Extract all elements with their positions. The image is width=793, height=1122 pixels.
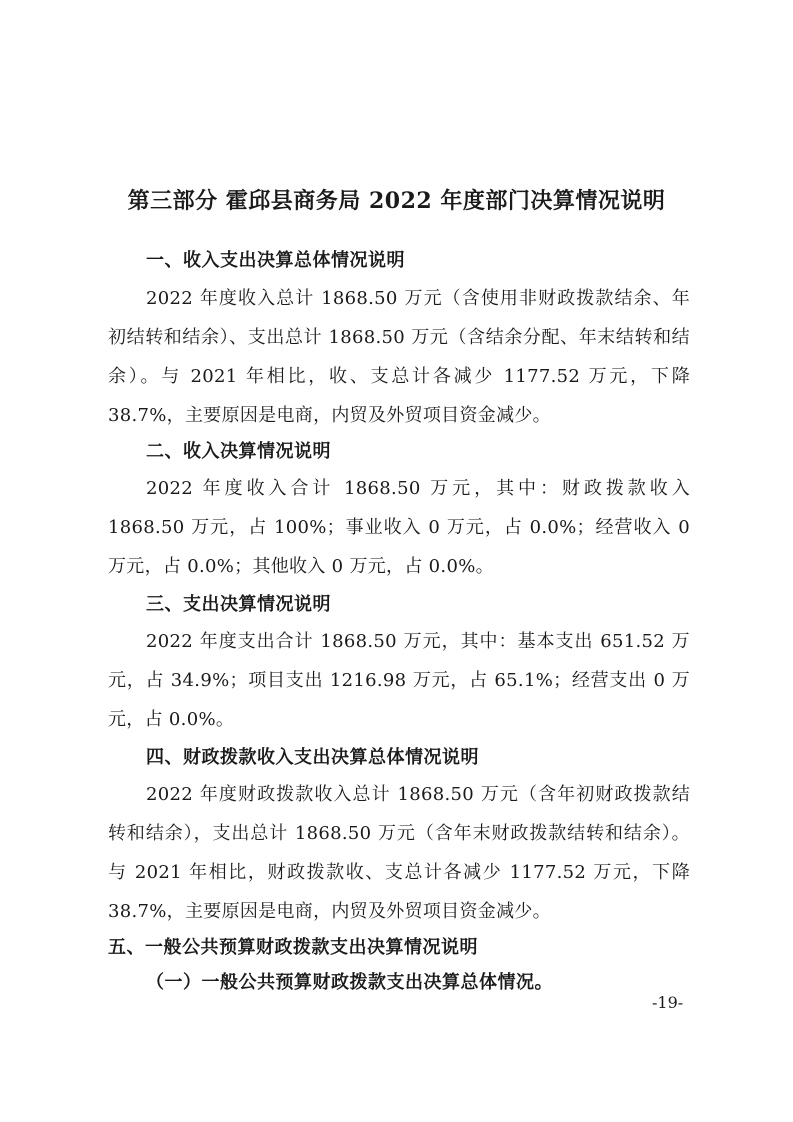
section-2-heading: 二、收入决算情况说明 [146, 441, 331, 462]
section-1-heading: 一、收入支出决算总体情况说明 [146, 250, 405, 271]
page-number: -19- [652, 993, 684, 1012]
section-4-heading: 四、财政拨款收入支出决算总体情况说明 [146, 747, 479, 768]
section-1-body: 2022 年度收入总计 1868.50 万元（含使用非财政拨款结余、年初结转和结余）、支出总计 1868.50 万元（含结余分配、年末结转和结余）。与 2021 年相比，收、支总计各减少 1177.52 万元，下降 38.7%，主要原因是电商，内贸及外贸项目资金减少。 [108, 288, 690, 426]
section-5-heading: 五、一般公共预算财政拨款支出决算情况说明 [108, 937, 478, 958]
document-title: 第三部分 霍邱县商务局 2022 年度部门决算情况说明 [127, 188, 666, 214]
section-3-body: 2022 年度支出合计 1868.50 万元，其中：基本支出 651.52 万元，占 34.9%；项目支出 1216.98 万元，占 65.1%；经营支出 0 万元，占 0.0%。 [108, 631, 690, 730]
section-3-heading: 三、支出决算情况说明 [146, 594, 331, 615]
section-2-body: 2022 年度收入合计 1868.50 万元，其中：财政拨款收入 1868.50 万元，占 100%；事业收入 0 万元，占 0.0%；经营收入 0 万元，占 0.0%；其他收入 0 万元，占 0.0%。 [108, 478, 690, 577]
section-4-body: 2022 年度财政拨款收入总计 1868.50 万元（含年初财政拨款结转和结余），支出总计 1868.50 万元（含年末财政拨款结转和结余）。与 2021 年相比，财政拨款收、支总计各减少 1177.52 万元，下降 38.7%，主要原因是电商，内贸及外贸项目资金减少。 [108, 784, 690, 922]
section-5-subheading: （一）一般公共预算财政拨款支出决算总体情况。 [146, 972, 553, 993]
